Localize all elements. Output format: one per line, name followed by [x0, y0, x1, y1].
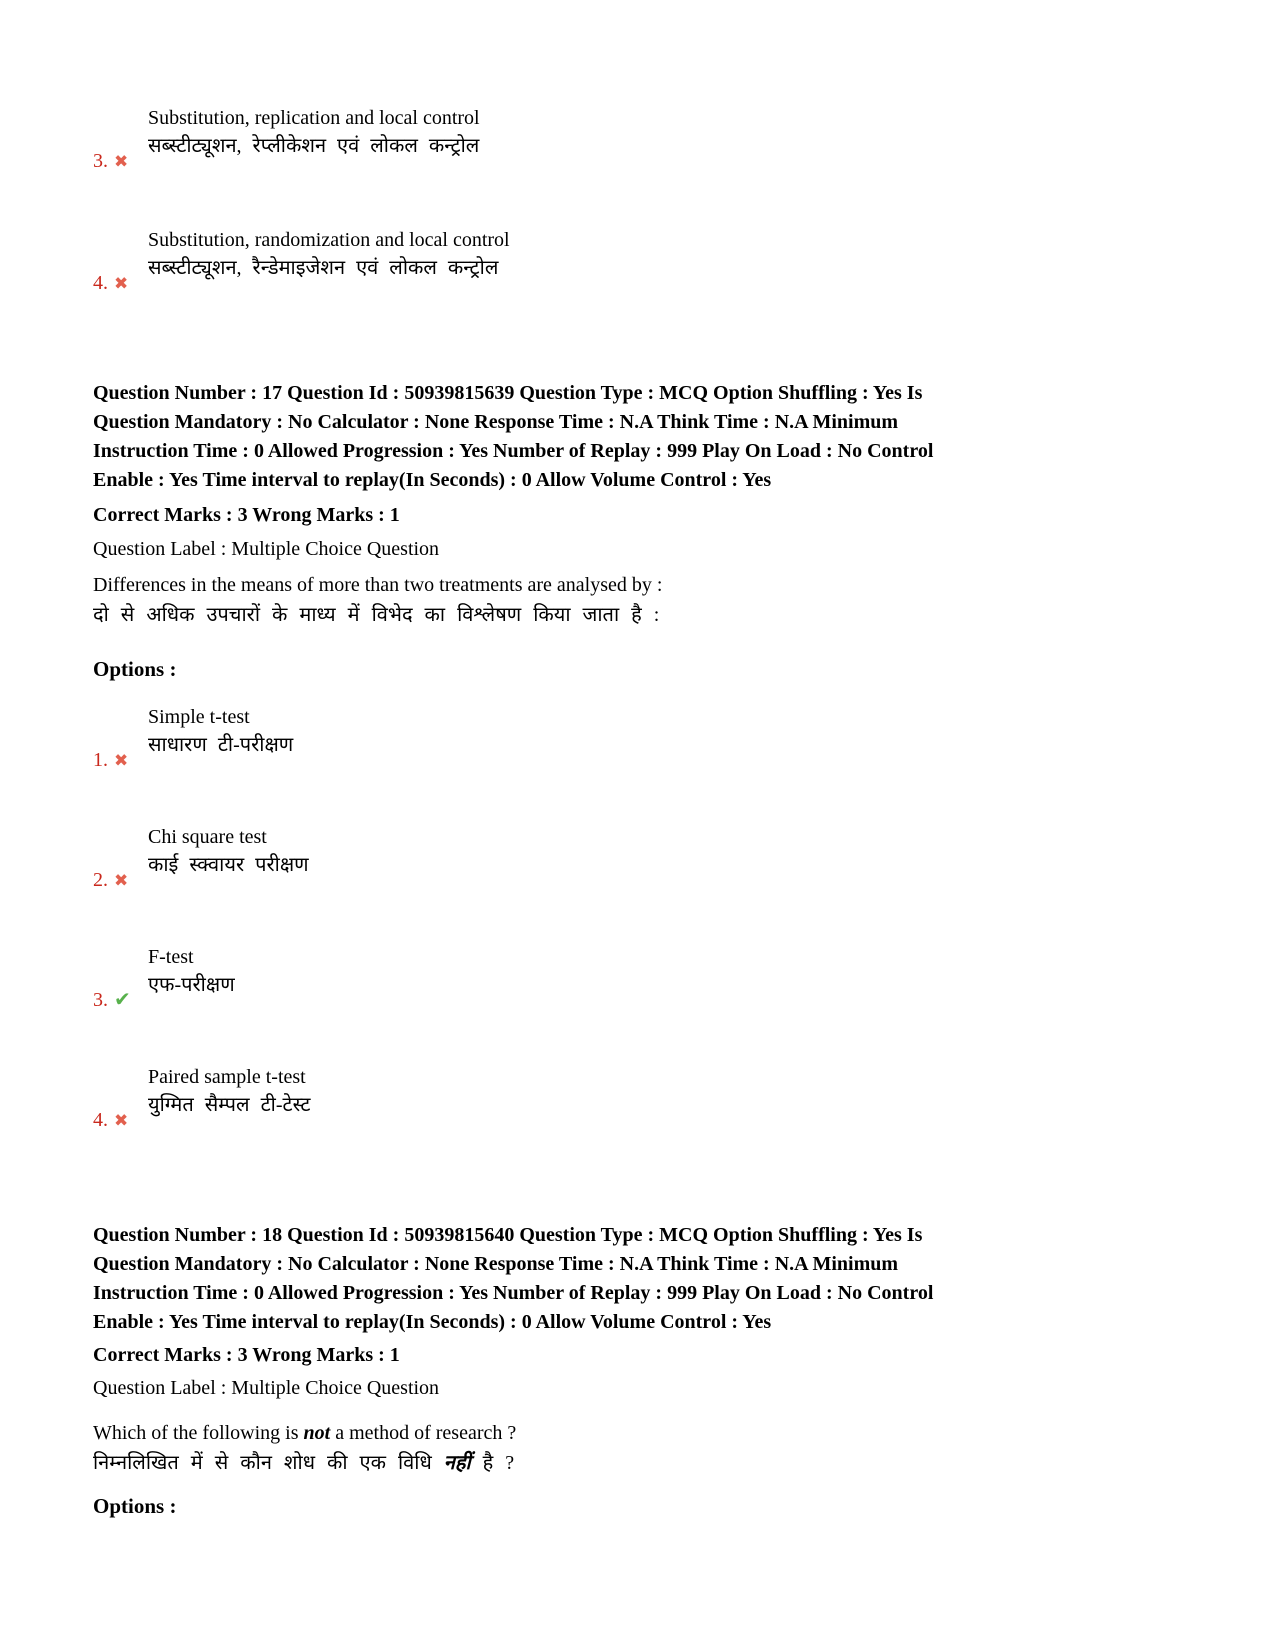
option-number: 1. — [93, 749, 108, 771]
question-text — [93, 1418, 1215, 1478]
option-row — [93, 104, 1215, 172]
option-number: 3. — [93, 150, 108, 172]
question-meta-line: Instruction Time : 0 Allowed Progression : Yes Number of Replay : 999 Play On Load : No Control — [93, 1282, 934, 1304]
question-label: Question Label : Multiple Choice Question — [93, 1377, 440, 1399]
option-number: 2. — [93, 869, 108, 891]
question-meta-line: Enable : Yes Time interval to replay(In Seconds) : 0 Allow Volume Control : Yes — [93, 1311, 772, 1333]
option-marker — [93, 272, 148, 295]
option-text-en: F-test — [148, 946, 194, 968]
correct-wrong-marks: Correct Marks : 3 Wrong Marks : 1 — [93, 1344, 400, 1366]
wrong-mark-icon: ✖ — [114, 152, 129, 171]
option-text-en: Substitution, replication and local control — [148, 107, 480, 129]
correct-mark-icon: ✔ — [114, 989, 131, 1011]
option-number: 4. — [93, 272, 108, 294]
question-text-hi: दो से अधिक उपचारों के माध्य में विभेद का विश्लेषण किया जाता है : — [93, 604, 660, 626]
question-18-block — [93, 1221, 1215, 1519]
wrong-mark-icon: ✖ — [114, 871, 129, 890]
option-text-hi: सब्स्टीट्यूशन, रैन्डेमाइजेशन एवं लोकल कन्ट्रोल — [148, 257, 499, 279]
options-list — [93, 703, 1215, 1131]
option-text-en: Chi square test — [148, 826, 267, 848]
option-text-en: Simple t-test — [148, 706, 250, 728]
question-text-hi: निम्नलिखित में से कौन शोध की एक विधि नहीं है ? — [93, 1452, 515, 1474]
question-meta-line: Question Mandatory : No Calculator : None Response Time : N.A Think Time : N.A Minimum — [93, 1253, 899, 1275]
question-meta-line: Question Mandatory : No Calculator : None Response Time : N.A Think Time : N.A Minimum — [93, 411, 899, 433]
emphasized-word: नहीं — [443, 1452, 471, 1474]
question-meta — [93, 379, 1113, 495]
options-heading: Options : — [93, 657, 177, 681]
option-marker — [93, 749, 148, 772]
option-row — [93, 823, 1215, 891]
option-number: 4. — [93, 1109, 108, 1131]
correct-wrong-marks: Correct Marks : 3 Wrong Marks : 1 — [93, 504, 400, 526]
question-meta — [93, 1221, 1113, 1337]
emphasized-word: not — [303, 1422, 331, 1444]
option-text-hi: युग्मित सैम्पल टी-टेस्ट — [148, 1094, 311, 1116]
option-text-en: Substitution, randomization and local control — [148, 229, 510, 251]
question-meta-line: Question Number : 17 Question Id : 50939815639 Question Type : MCQ Option Shuffling : Yes Is — [93, 382, 923, 404]
option-number: 3. — [93, 989, 108, 1011]
question-meta-line: Question Number : 18 Question Id : 50939815640 Question Type : MCQ Option Shuffling : Yes Is — [93, 1224, 923, 1246]
wrong-mark-icon: ✖ — [114, 1111, 129, 1130]
option-text-hi: एफ-परीक्षण — [148, 974, 235, 996]
wrong-mark-icon: ✖ — [114, 751, 129, 770]
option-text-en: Paired sample t-test — [148, 1066, 306, 1088]
options-heading: Options : — [93, 1494, 177, 1518]
question-meta-line: Enable : Yes Time interval to replay(In Seconds) : 0 Allow Volume Control : Yes — [93, 469, 772, 491]
option-marker — [93, 150, 148, 173]
option-row — [93, 943, 1215, 1011]
question-text-en: Which of the following is not a method of research ? — [93, 1422, 517, 1444]
question-meta-line: Instruction Time : 0 Allowed Progression : Yes Number of Replay : 999 Play On Load : No Control — [93, 440, 934, 462]
option-row — [93, 1063, 1215, 1131]
option-marker — [93, 1109, 148, 1132]
wrong-mark-icon: ✖ — [114, 274, 129, 293]
option-marker — [93, 989, 148, 1012]
question-text-en: Differences in the means of more than two treatments are analysed by : — [93, 574, 663, 596]
option-text-hi: काई स्क्वायर परीक्षण — [148, 854, 309, 876]
option-text-hi: साधारण टी-परीक्षण — [148, 734, 294, 756]
option-marker — [93, 869, 148, 892]
option-text-hi: सब्स्टीट्यूशन, रेप्लीकेशन एवं लोकल कन्ट्रोल — [148, 135, 480, 157]
question-label: Question Label : Multiple Choice Question — [93, 538, 440, 560]
option-row — [93, 703, 1215, 771]
option-row — [93, 226, 1215, 294]
question-17-block — [93, 379, 1215, 1131]
previous-question-options — [93, 104, 1215, 294]
question-text — [93, 570, 1215, 630]
